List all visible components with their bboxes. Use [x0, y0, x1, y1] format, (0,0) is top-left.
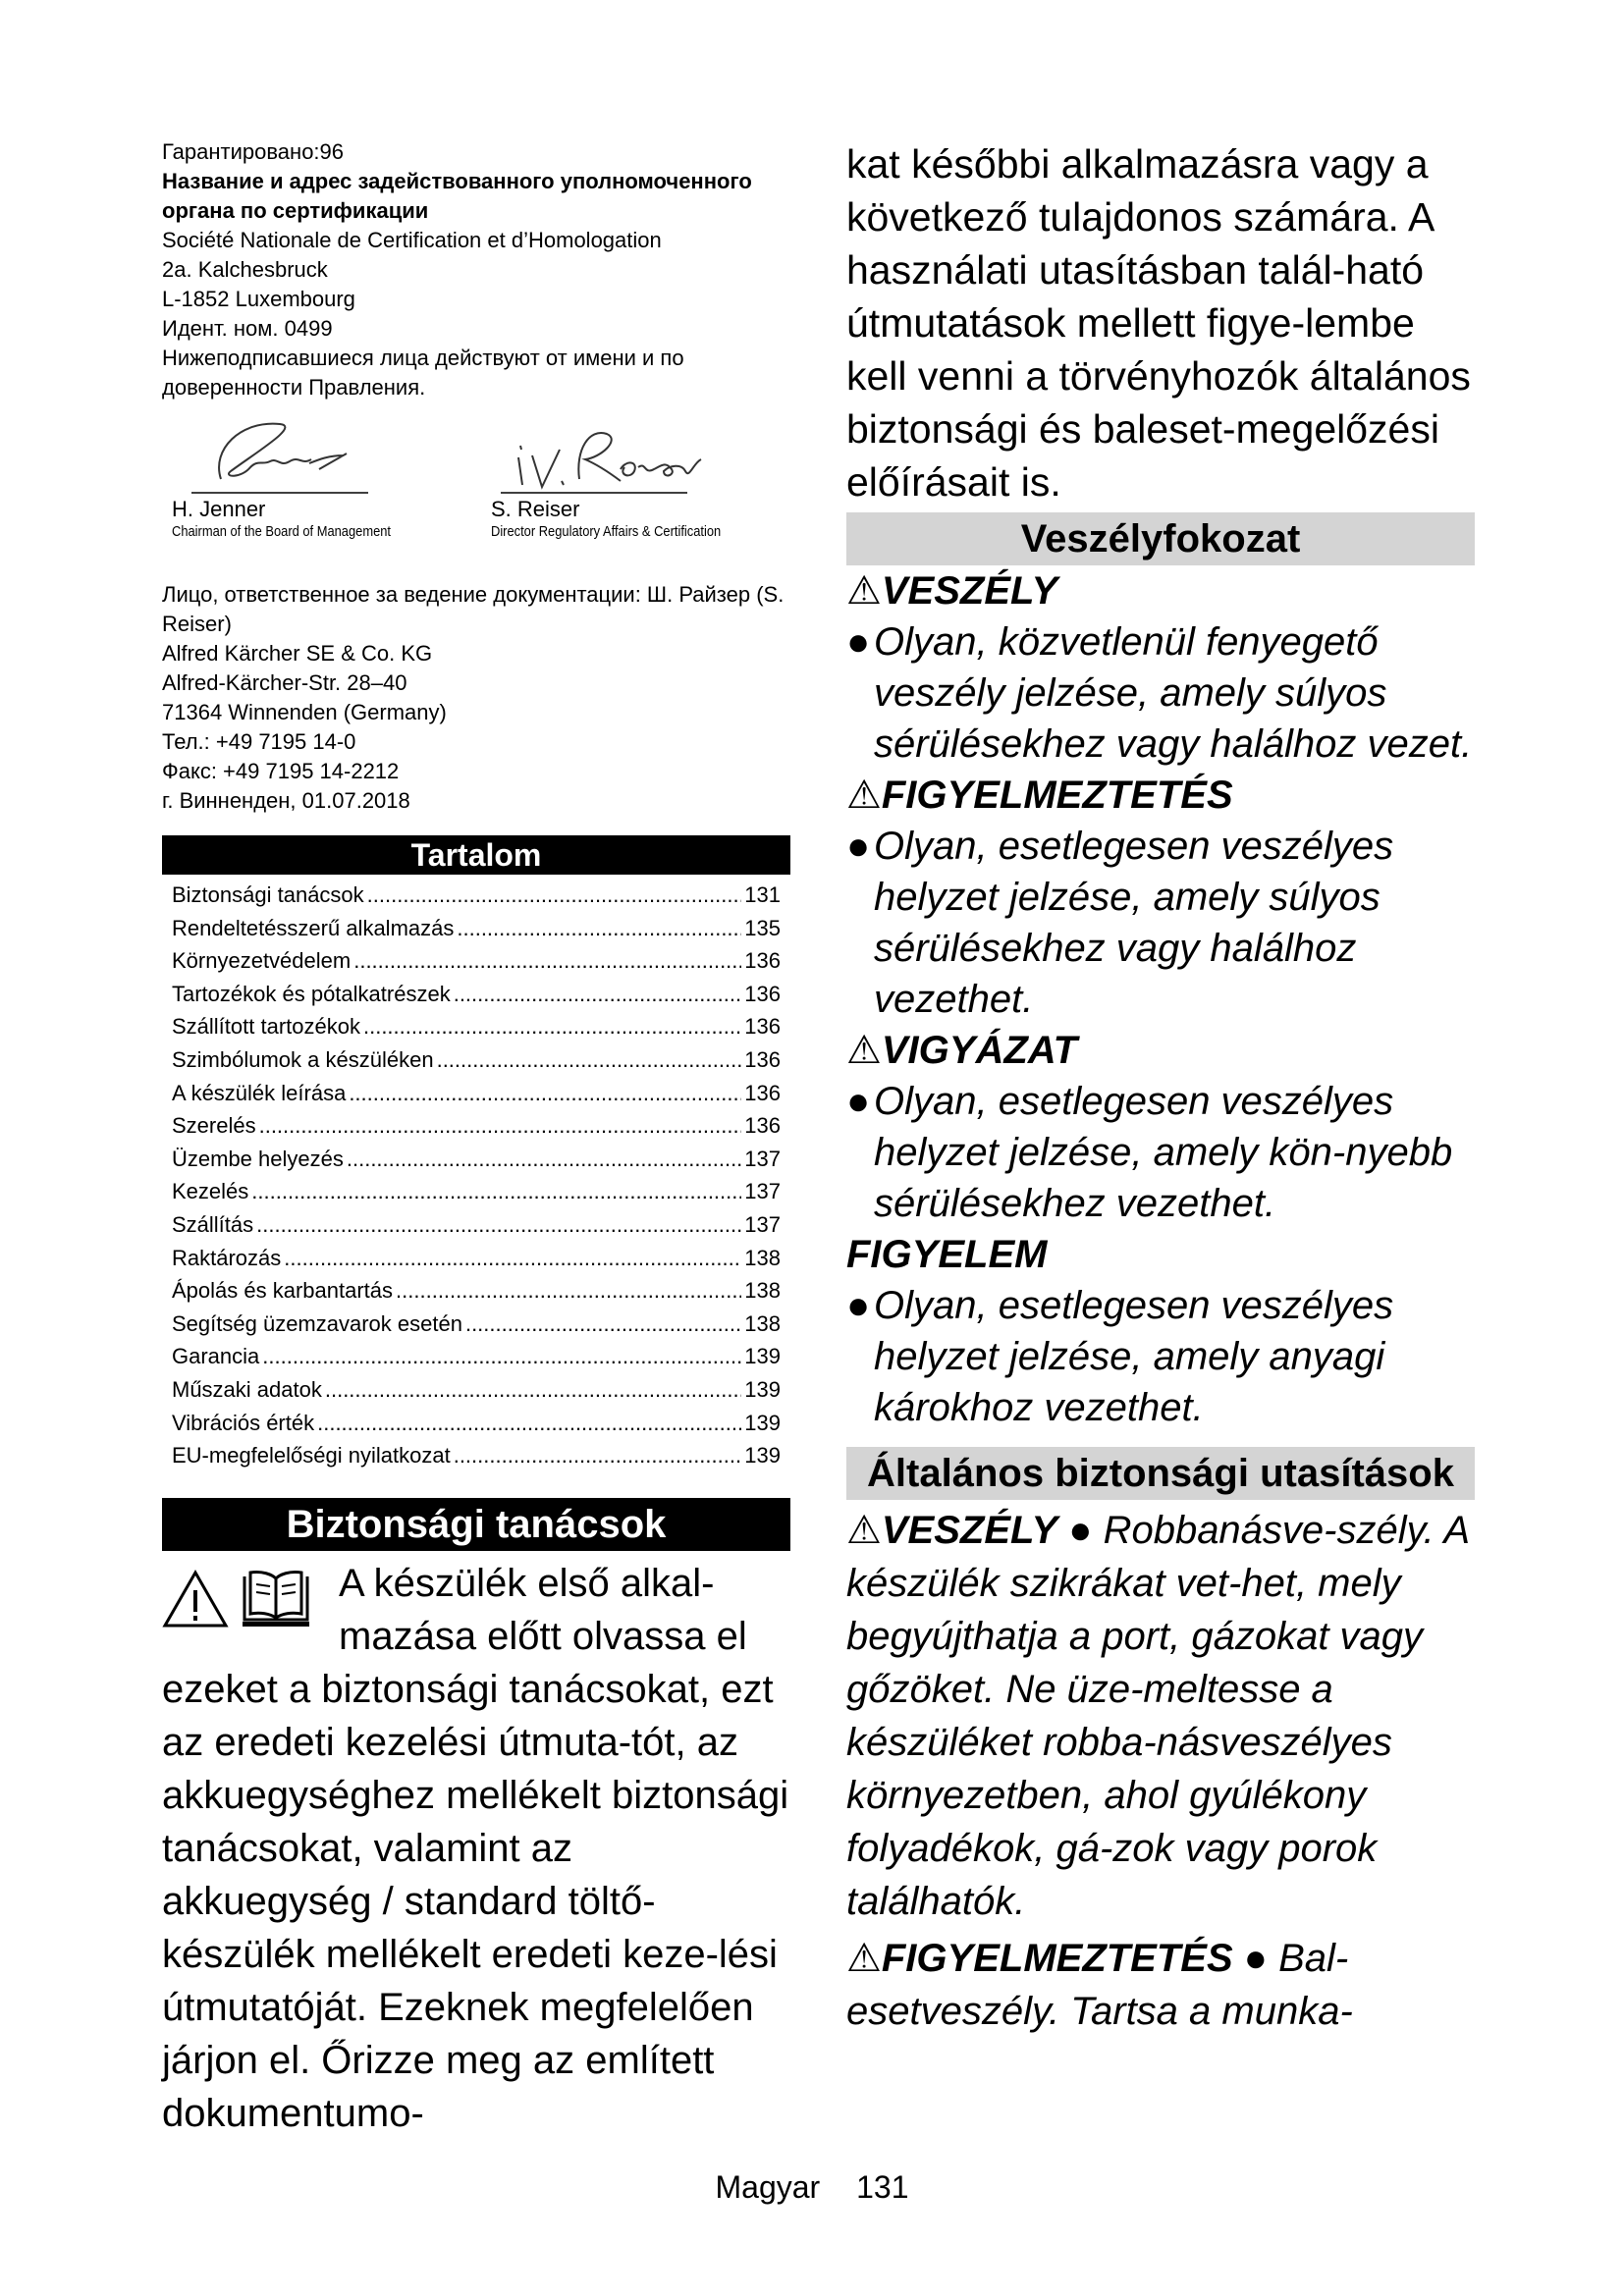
toc-leader-dots [325, 1377, 741, 1403]
toc-leader-dots [353, 948, 741, 974]
toc-entry-page: 136 [744, 1046, 781, 1072]
general-label: ⚠FIGYELMEZTETÉS [846, 1937, 1233, 1980]
left-column [162, 137, 790, 2140]
bullet-icon: ● [1243, 1937, 1279, 1980]
toc-entry-page: 137 [744, 1211, 781, 1237]
toc-entry-page: 136 [744, 1113, 781, 1139]
general-safety-item [846, 1504, 1475, 1928]
hazard-item [846, 1280, 1475, 1433]
toc-row [162, 1246, 790, 1279]
toc-row [162, 1344, 790, 1377]
responsible-line: г. Винненден, 01.07.2018 [162, 788, 410, 813]
hazard-label-warning: ⚠FIGYELMEZTETÉS [846, 774, 1233, 817]
toc-entry-title: Segítség üzemzavarok esetén [172, 1310, 462, 1336]
cert-line: L-1852 Luxembourg [162, 287, 355, 311]
toc-entry-title: A készülék leírása [172, 1080, 347, 1105]
hazard-label-caution: ⚠VIGYÁZAT [846, 1029, 1078, 1072]
certification-block [162, 137, 790, 402]
toc-entry-title: Rendeltetésszerű alkalmazás [172, 915, 455, 940]
toc-leader-dots [465, 1311, 741, 1337]
toc-leader-dots [317, 1411, 741, 1436]
hazard-item [846, 616, 1475, 770]
toc-row [162, 916, 790, 949]
toc-row [162, 1377, 790, 1411]
safety-second-line: mazása előtt olvassa el [339, 1614, 747, 1658]
toc-entry-title: Ápolás és karbantartás [172, 1278, 394, 1304]
hazard-level [846, 565, 1475, 770]
hazard-text: Olyan, esetlegesen veszélyes helyzet jelzése, amely súlyos sérülésekhez vagy halálhoz vezethet. [874, 825, 1394, 1021]
hazard-item [846, 1076, 1475, 1229]
signature-reiser [491, 410, 758, 542]
toc-entry-title: EU-megfelelőségi nyilatkozat [172, 1443, 451, 1468]
toc-entry-page: 131 [744, 882, 781, 907]
toc-entry-title: Szállítás [172, 1211, 254, 1237]
responsible-line: Тел.: +49 7195 14-0 [162, 729, 356, 754]
general-safety-item [846, 1932, 1475, 2038]
toc-entry-page: 138 [744, 1278, 781, 1304]
toc-row [162, 1443, 790, 1476]
signer-name: H. Jenner [172, 497, 266, 521]
toc-row [162, 1179, 790, 1212]
signer-name: S. Reiser [491, 497, 580, 521]
toc-entry-title: Biztonsági tanácsok [172, 882, 364, 907]
safety-first-line: A készülék első alkal- [339, 1561, 715, 1605]
bullet-icon: ● [846, 620, 871, 664]
toc-entry-title: Vibrációs érték [172, 1410, 315, 1435]
toc-entry-page: 138 [744, 1245, 781, 1270]
safety-text: ezeket a biztonsági tanácsokat, ezt az eredeti kezelési útmuta-tót, az akkuegységhez mellékelt biztonsági tanácsokat, valamint az akkuegység / standard töltő-készülék mellékelt eredeti keze-lési útmutatóját. Ezeknek megfelelően járjon el. Őrizze meg az említett dokumentumo- [162, 1667, 789, 2135]
guaranteed-text: Гарантировано:96 [162, 139, 345, 164]
signatures [162, 410, 790, 562]
responsible-person-block [162, 580, 790, 816]
toc-row [162, 1278, 790, 1311]
toc-entry-page: 138 [744, 1310, 781, 1336]
bullet-icon: ● [1068, 1509, 1104, 1552]
cert-line: Идент. ном. 0499 [162, 316, 333, 341]
general-label: ⚠VESZÉLY [846, 1509, 1058, 1552]
intro-text: kat későbbi alkalmazásra vagy a következő tulajdonos számára. A használati utasításban talál-ható útmutatások mellett figye-lembe kell venni a törvényhozók általános biztonsági és baleset-megelőzési előírásait is. [846, 141, 1471, 505]
toc-entry-title: Szerelés [172, 1113, 256, 1139]
toc-entry-title: Szállított tartozékok [172, 1014, 360, 1040]
bullet-icon: ● [846, 825, 871, 868]
toc-row [162, 882, 790, 916]
toc-leader-dots [437, 1047, 742, 1073]
toc-row [162, 1014, 790, 1047]
toc-entry-page: 139 [744, 1344, 781, 1369]
toc-leader-dots [256, 1212, 741, 1238]
toc-entry-page: 139 [744, 1376, 781, 1402]
toc-leader-dots [454, 982, 742, 1007]
toc-leader-dots [259, 1113, 742, 1139]
cert-line: 2a. Kalchesbruck [162, 257, 328, 282]
toc-row [162, 948, 790, 982]
bullet-icon: ● [846, 1080, 871, 1123]
responsible-line: Alfred Kärcher SE & Co. KG [162, 641, 433, 666]
read-manual-icon [239, 1569, 313, 1629]
general-text: Bal-esetveszély. Tartsa a munka- [846, 1937, 1353, 2033]
cert-line: Нижеподписавшиеся лица действуют от имени и по доверенности Правления. [162, 346, 684, 400]
hazard-level [846, 770, 1475, 1025]
hazard-levels-title: Veszélyfokozat [846, 512, 1475, 565]
page-number: 131 [856, 2169, 909, 2205]
toc-leader-dots [284, 1246, 741, 1271]
signature-reiser-image [491, 410, 717, 495]
toc-row [162, 982, 790, 1015]
safety-icons [162, 1569, 313, 1629]
cert-line: Société Nationale de Certification et d’Homologation [162, 228, 662, 252]
toc-entry-page: 137 [744, 1146, 781, 1171]
safety-section-title: Biztonsági tanácsok [162, 1498, 790, 1551]
responsible-line: Лицо, ответственное за ведение документации: Ш. Райзер (S. Reiser) [162, 582, 785, 636]
toc-entry-title: Garancia [172, 1344, 260, 1369]
toc-entry-title: Műszaki adatok [172, 1376, 322, 1402]
signature-jenner [172, 410, 426, 542]
hazard-label-notice: FIGYELEM [846, 1233, 1048, 1276]
toc-entry-page: 135 [744, 915, 781, 940]
toc-entry-page: 136 [744, 1014, 781, 1040]
toc-entry-page: 136 [744, 1080, 781, 1105]
toc-entry-title: Raktározás [172, 1245, 282, 1270]
right-column [846, 137, 1475, 2038]
toc-leader-dots [347, 1147, 741, 1172]
warning-triangle-icon [162, 1569, 229, 1629]
toc-entry-page: 139 [744, 1443, 781, 1468]
toc-row [162, 1081, 790, 1114]
footer-language: Magyar [715, 2169, 821, 2205]
general-text: Robbanásve-szély. A készülék szikrákat vet-het, mely begyújthatja a port, gázokat vagy gőzöket. Ne üze-meltesse a készüléket robba-násveszélyes környezetben, ahol gyúlékony folyadékok, gá-zok vagy porok találhatók. [846, 1509, 1469, 1923]
toc-entry-page: 136 [744, 948, 781, 974]
responsible-line: Факс: +49 7195 14-2212 [162, 759, 400, 783]
toc-leader-dots [251, 1179, 741, 1204]
table-of-contents [162, 882, 790, 1476]
hazard-text: Olyan, közvetlenül fenyegető veszély jelzése, amely súlyos sérülésekhez vagy halálhoz vezet. [874, 620, 1473, 766]
signer-role: Chairman of the Board of Management [172, 523, 392, 540]
page-footer [0, 2167, 1624, 2207]
toc-leader-dots [349, 1081, 741, 1106]
toc-leader-dots [363, 1014, 741, 1040]
toc-leader-dots [454, 1443, 742, 1468]
hazard-item [846, 821, 1475, 1025]
responsible-line: Alfred-Kärcher-Str. 28–40 [162, 670, 407, 695]
safety-intro [162, 1557, 790, 2140]
toc-leader-dots [262, 1344, 741, 1369]
toc-entry-title: Kezelés [172, 1179, 249, 1204]
toc-leader-dots [396, 1278, 741, 1304]
signature-jenner-image [172, 410, 398, 495]
toc-title: Tartalom [162, 835, 790, 875]
hazard-text: Olyan, esetlegesen veszélyes helyzet jelzése, amely kön-nyebb sérülésekhez vezethet. [874, 1080, 1453, 1225]
signer-role: Director Regulatory Affairs & Certification [491, 523, 722, 540]
cert-heading: Название и адрес задействованного уполномоченного органа по сертификации [162, 169, 752, 223]
toc-entry-title: Üzembe helyezés [172, 1146, 344, 1171]
toc-row [162, 1047, 790, 1081]
toc-row [162, 1147, 790, 1180]
toc-row [162, 1212, 790, 1246]
toc-entry-page: 137 [744, 1179, 781, 1204]
toc-entry-page: 136 [744, 981, 781, 1006]
toc-row [162, 1311, 790, 1345]
toc-entry-page: 139 [744, 1410, 781, 1435]
toc-leader-dots [457, 916, 741, 941]
toc-entry-title: Környezetvédelem [172, 948, 352, 974]
hazard-label-danger: ⚠VESZÉLY [846, 569, 1058, 613]
toc-row [162, 1411, 790, 1444]
toc-entry-title: Tartozékok és pótalkatrészek [172, 981, 451, 1006]
hazard-level [846, 1229, 1475, 1433]
toc-entry-title: Szimbólumok a készüléken [172, 1046, 434, 1072]
responsible-line: 71364 Winnenden (Germany) [162, 700, 447, 724]
hazard-level [846, 1025, 1475, 1229]
toc-leader-dots [367, 882, 742, 908]
general-safety-title: Általános biztonsági utasítások [846, 1447, 1475, 1500]
toc-row [162, 1113, 790, 1147]
bullet-icon: ● [846, 1284, 871, 1327]
hazard-text: Olyan, esetlegesen veszélyes helyzet jelzése, amely anyagi károkhoz vezethet. [874, 1284, 1394, 1429]
